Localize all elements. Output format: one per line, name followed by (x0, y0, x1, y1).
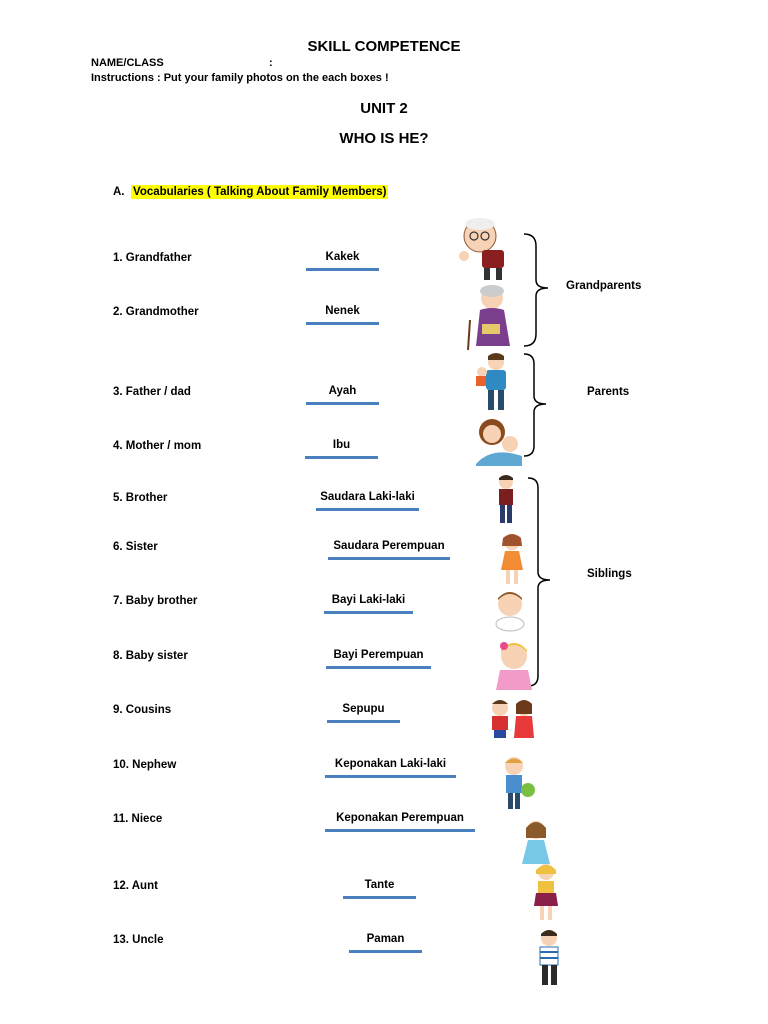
translation-underline (349, 950, 422, 953)
grandfather-illustration (452, 214, 524, 282)
term-sister: 6. Sister (113, 541, 158, 553)
translation-underline (326, 666, 431, 669)
worksheet-title: SKILL COMPETENCE (307, 38, 461, 55)
term-grandmother: 2. Grandmother (113, 306, 199, 318)
term-baby-sister: 8. Baby sister (113, 650, 188, 662)
unit-question: WHO IS HE? (339, 130, 429, 147)
group-siblings: Siblings (587, 568, 632, 580)
cousins-illustration (482, 696, 542, 752)
term-brother: 5. Brother (113, 492, 168, 504)
uncle-illustration (524, 926, 574, 990)
translation-underline (306, 268, 379, 271)
translation-underline (306, 402, 379, 405)
translation-underline (328, 557, 450, 560)
translation-text: Nenek (325, 305, 360, 317)
term-cousins: 9. Cousins (113, 704, 172, 716)
translation-text: Ayah (328, 385, 357, 397)
translation-text: Ibu (332, 439, 351, 451)
translation-grandfather (306, 251, 379, 267)
translation-text: Tante (364, 879, 395, 891)
translation-sister (328, 540, 450, 556)
brother-illustration (484, 472, 528, 528)
translation-text: Keponakan Laki-laki (334, 758, 447, 770)
translation-underline (305, 456, 378, 459)
translation-underline (325, 829, 475, 832)
translation-text: Keponakan Perempuan (336, 812, 464, 824)
translation-underline (324, 611, 413, 614)
translation-text: Sepupu (342, 703, 385, 715)
translation-underline (327, 720, 400, 723)
translation-aunt (343, 879, 416, 895)
name-class-colon: : (269, 57, 273, 69)
translation-underline (325, 775, 456, 778)
mother-illustration (472, 414, 526, 466)
section-letter: A. (113, 186, 125, 198)
term-father: 3. Father / dad (113, 386, 191, 398)
translation-text: Bayi Perempuan (333, 649, 424, 661)
translation-text: Saudara Perempuan (333, 540, 445, 552)
translation-text: Paman (366, 933, 405, 945)
term-mother: 4. Mother / mom (113, 440, 202, 452)
translation-text: Bayi Laki-laki (331, 594, 406, 606)
term-uncle: 13. Uncle (113, 934, 164, 946)
unit-title: UNIT 2 (360, 100, 408, 117)
nephew-illustration (496, 754, 540, 814)
translation-baby-sister (326, 649, 431, 665)
aunt-illustration (520, 860, 574, 924)
term-baby-brother: 7. Baby brother (113, 595, 198, 607)
translation-baby-brother (324, 594, 413, 610)
term-aunt: 12. Aunt (113, 880, 158, 892)
term-niece: 11. Niece (113, 813, 163, 825)
translation-uncle (349, 933, 422, 949)
translation-father (306, 385, 379, 401)
group-grandparents: Grandparents (566, 280, 642, 292)
translation-text: Kakek (325, 251, 360, 263)
translation-underline (343, 896, 416, 899)
father-illustration (472, 352, 520, 414)
grandmother-illustration (462, 284, 518, 352)
grandparents-brace (520, 232, 556, 348)
translation-niece (325, 812, 475, 828)
term-nephew: 10. Nephew (113, 759, 177, 771)
section-heading: Vocabularies ( Talking About Family Members) (133, 186, 387, 198)
translation-text: Saudara Laki-laki (320, 491, 415, 503)
translation-grandmother (306, 305, 379, 321)
baby-sister-illustration (488, 636, 538, 694)
translation-nephew (325, 758, 456, 774)
baby-brother-illustration (488, 588, 534, 632)
translation-brother (316, 491, 419, 507)
translation-cousins (327, 703, 400, 719)
name-class-label: NAME/CLASS (91, 57, 164, 69)
instructions: Instructions : Put your family photos on the each boxes ! (91, 72, 389, 84)
translation-underline (306, 322, 379, 325)
translation-mother (305, 439, 378, 455)
translation-underline (316, 508, 419, 511)
sister-illustration (484, 530, 538, 588)
group-parents: Parents (587, 386, 630, 398)
term-grandfather: 1. Grandfather (113, 252, 192, 264)
